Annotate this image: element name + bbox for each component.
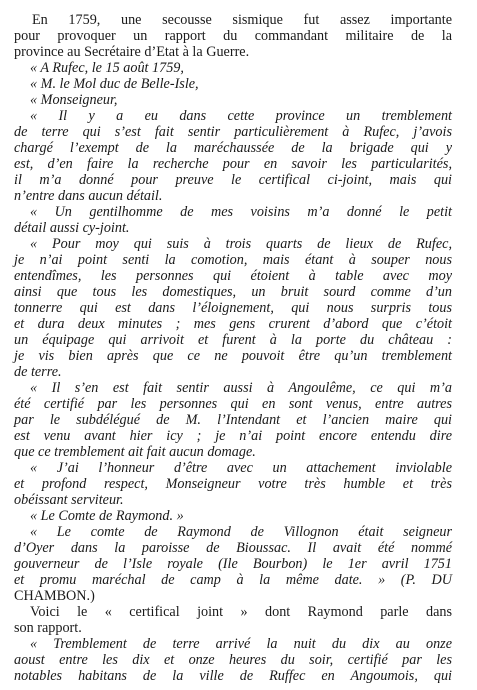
text-line: « Le comte de Raymond de Villognon était seigneur	[30, 524, 452, 540]
text-line: « J’ai l’honneur d’être avec un attachement inviolable	[30, 460, 452, 476]
text-line: notables habitans de la ville de Ruffec en Angoumois, qui	[14, 668, 452, 684]
text-line: de terre.	[14, 364, 62, 380]
text-line: ainsi que tous les domestiques, un bruit sourd comme d’un	[14, 284, 452, 300]
text-line: et dura deux minutes ; mes gens crurent d’abord que c’étoit	[14, 316, 452, 332]
text-line: « Pour moy qui suis à trois quarts de lieux de Rufec,	[30, 236, 452, 252]
text-line: est venu avant hier icy ; je n’ai point encore entendu dire	[14, 428, 452, 444]
text-line: « Tremblement de terre arrivé la nuit du dix au onze	[30, 636, 452, 652]
text-line: « M. le Mol duc de Belle-Isle,	[30, 76, 199, 92]
text-line: tonnerre qui est dans l’éloignement, qui nous surpris tous	[14, 300, 452, 316]
text-line: et promu maréchal de camp à la même date. » (P. DU	[14, 572, 452, 588]
text-line: « Il s’en est fait sentir aussi à Angoulême, ce qui m’a	[30, 380, 452, 396]
text-line: je vis bien après que ce ne pouvoit être qu’un tremblement	[14, 348, 452, 364]
text-line: aoust entre les dix et onze heures du soir, certifié par les	[14, 652, 452, 668]
text-line: CHAMBON.)	[14, 588, 95, 604]
text-line: gouverneur de l’Isle royale (Ile Bourbon) le 1er avril 1751	[14, 556, 452, 572]
text-line: été certifié par les personnes qui en sont venus, entre autres	[14, 396, 452, 412]
text-line: son rapport.	[14, 620, 82, 636]
text-line: chargé l’exempt de la maréchaussée de la brigade qui y	[14, 140, 452, 156]
text-line: par le subdélégué de M. l’Intendant et l’ancien maire qui	[14, 412, 452, 428]
text-line: de terre qui s’est fait sentir particulièrement à Rufec, j’avois	[14, 124, 452, 140]
text-line: province au Secrétaire d’Etat à la Guerre.	[14, 44, 250, 60]
text-line: que ce tremblement ait fait aucun domage.	[14, 444, 256, 460]
text-line: d’Oyer dans la paroisse de Bioussac. Il avait été nommé	[14, 540, 452, 556]
text-line: « Le Comte de Raymond. »	[30, 508, 184, 524]
text-line: je n’ai point senti la comotion, mais étant à souper nous	[14, 252, 452, 268]
text-line: pour provoquer un rapport du commandant militaire de la	[14, 28, 452, 44]
text-line: « Un gentilhomme de mes voisins m’a donné le petit	[30, 204, 452, 220]
text-line: et profond respect, Monseigneur votre très humble et très	[14, 476, 452, 492]
text-line: Voici le « certifical joint » dont Raymond parle dans	[30, 604, 452, 620]
text-line: il m’a donné pour preuve le certifical ci-joint, mais qui	[14, 172, 452, 188]
text-line: « A Rufec, le 15 août 1759,	[30, 60, 184, 76]
text-line: est, d’en faire la recherche pour en savoir les particularités,	[14, 156, 452, 172]
text-line: « Monseigneur,	[30, 92, 118, 108]
text-line: détail aussi cy-joint.	[14, 220, 130, 236]
text-line: entendîmes, les personnes qui étoient à table avec moy	[14, 268, 452, 284]
text-line: « Il y a eu dans cette province un tremblement	[30, 108, 452, 124]
text-line: n’entre dans aucun détail.	[14, 188, 163, 204]
text-line: En 1759, une secousse sismique fut assez importante	[32, 12, 452, 28]
text-line: obéissant serviteur.	[14, 492, 124, 508]
text-line: un équipage qui arrivoit et furent à la porte du château :	[14, 332, 452, 348]
